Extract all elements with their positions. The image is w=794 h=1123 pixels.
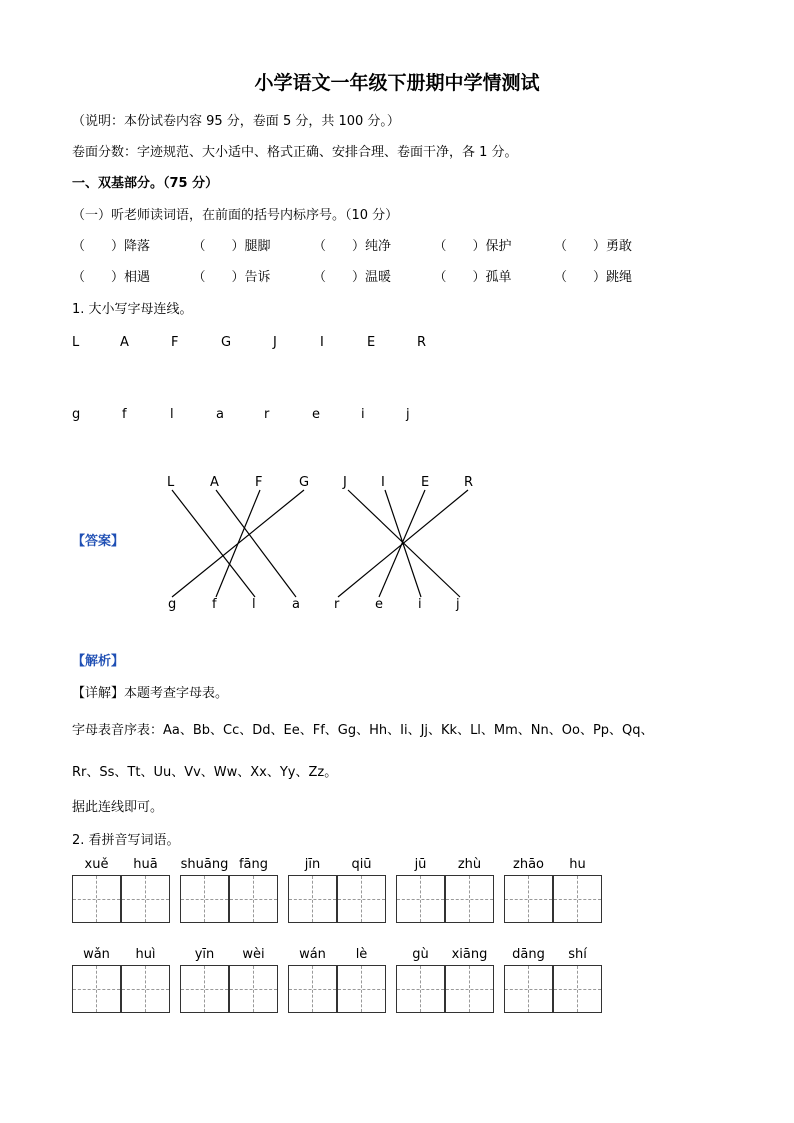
section-1-heading: 一、双基部分。（75 分）: [72, 176, 219, 191]
writing-box[interactable]: [504, 875, 553, 923]
answer-upper-letter: I: [381, 475, 385, 490]
lower-letter: f: [122, 407, 127, 422]
answer-upper-letter: E: [421, 475, 430, 490]
writing-box[interactable]: [229, 965, 278, 1013]
lower-letter: i: [361, 407, 365, 422]
pinyin-label: shí: [568, 947, 587, 962]
answer-lower-letter: f: [212, 597, 217, 612]
upper-letter: F: [171, 335, 179, 350]
pinyin-label: wèi: [242, 947, 265, 962]
lower-letter: e: [312, 407, 320, 422]
writing-box[interactable]: [337, 965, 386, 1013]
conclusion-text: 据此连线即可。: [72, 800, 164, 815]
upper-letter: A: [120, 335, 129, 350]
word-item: （ ）勇敢: [553, 239, 632, 254]
writing-box[interactable]: [445, 875, 494, 923]
word-item: （ ）降落: [72, 239, 151, 254]
writing-box[interactable]: [180, 965, 229, 1013]
pinyin-label: huì: [135, 947, 156, 962]
writing-box[interactable]: [396, 965, 445, 1013]
analysis-label: 【解析】: [72, 654, 125, 669]
writing-box[interactable]: [553, 965, 602, 1013]
upper-letter: J: [273, 335, 277, 350]
writing-box[interactable]: [337, 875, 386, 923]
word-item: （ ）告诉: [192, 270, 271, 285]
answer-upper-letter: A: [210, 475, 219, 490]
writing-box[interactable]: [504, 965, 553, 1013]
word-item: （ ）温暖: [312, 270, 391, 285]
match-line-R-r: [338, 490, 468, 597]
answer-lower-letter: l: [252, 597, 256, 612]
answer-upper-letter: L: [167, 475, 175, 490]
word-item: （ ）相遇: [72, 270, 151, 285]
alphabet-line-1: 字母表音序表：Aa、Bb、Cc、Dd、Ee、Ff、Gg、Hh、Ii、Jj、Kk、Ll、Mm、Nn、Oo、Pp、Qq、: [72, 723, 654, 738]
part-1-title: （一）听老师读词语，在前面的括号内标序号。（10 分）: [72, 208, 399, 223]
word-item: （ ）腿脚: [192, 239, 271, 254]
upper-letter: R: [417, 335, 427, 350]
lower-letter: j: [406, 407, 410, 422]
word-item: （ ）孤单: [433, 270, 512, 285]
writing-box[interactable]: [72, 875, 121, 923]
lower-letter: l: [170, 407, 174, 422]
writing-box[interactable]: [180, 875, 229, 923]
lower-letter: a: [216, 407, 224, 422]
writing-box[interactable]: [553, 875, 602, 923]
exam-note: （说明：本份试卷内容 95 分，卷面 5 分，共 100 分。）: [72, 114, 400, 129]
pinyin-label: yīn: [194, 947, 215, 962]
match-line-L-l: [172, 490, 255, 597]
upper-letter: L: [72, 335, 80, 350]
upper-letter: I: [320, 335, 324, 350]
writing-box[interactable]: [229, 875, 278, 923]
question-1-title: 1. 大小写字母连线。: [72, 302, 193, 317]
pinyin-label: xiāng: [451, 947, 488, 962]
answer-upper-letter: R: [464, 475, 474, 490]
answer-upper-letter: G: [299, 475, 310, 490]
pinyin-label: zhāo: [513, 857, 544, 872]
match-line-J-j: [348, 490, 460, 597]
question-2-title: 2. 看拼音写词语。: [72, 833, 180, 848]
detail-text: 【详解】本题考查字母表。: [72, 686, 229, 701]
answer-lower-letter: j: [456, 597, 460, 612]
answer-lower-letter: r: [334, 597, 340, 612]
writing-box[interactable]: [72, 965, 121, 1013]
writing-box[interactable]: [121, 965, 170, 1013]
answer-upper-letter: J: [343, 475, 347, 490]
pinyin-label: fāng: [238, 857, 269, 872]
writing-box[interactable]: [288, 965, 337, 1013]
word-item: （ ）纯净: [312, 239, 391, 254]
writing-box[interactable]: [396, 875, 445, 923]
word-item: （ ）跳绳: [553, 270, 632, 285]
writing-box[interactable]: [288, 875, 337, 923]
pinyin-label: xuě: [84, 857, 109, 872]
pinyin-label: qiū: [351, 857, 372, 872]
pinyin-label: wán: [299, 947, 326, 962]
pinyin-label: lè: [355, 947, 368, 962]
lower-letter: r: [264, 407, 270, 422]
lower-letter: g: [72, 407, 81, 422]
alphabet-line-2: Rr、Ss、Tt、Uu、Vv、Ww、Xx、Yy、Zz。: [72, 765, 338, 780]
answer-lower-letter: a: [292, 597, 300, 612]
answer-lower-letter: g: [168, 597, 177, 612]
upper-letter: G: [221, 335, 232, 350]
pinyin-label: shuāng: [180, 857, 229, 872]
word-item: （ ）保护: [433, 239, 512, 254]
answer-lower-letter: i: [418, 597, 422, 612]
pinyin-label: zhù: [457, 857, 482, 872]
appearance-score: 卷面分数：字迹规范、大小适中、格式正确、安排合理、卷面干净，各 1 分。: [72, 145, 518, 160]
pinyin-label: gù: [412, 947, 429, 962]
pinyin-label: jū: [414, 857, 427, 872]
writing-box[interactable]: [121, 875, 170, 923]
answer-upper-letter: F: [255, 475, 263, 490]
pinyin-label: wǎn: [83, 947, 110, 962]
writing-box[interactable]: [445, 965, 494, 1013]
upper-letter: E: [367, 335, 376, 350]
pinyin-label: huā: [133, 857, 158, 872]
pinyin-label: hu: [569, 857, 586, 872]
match-line-E-e: [379, 490, 425, 597]
answer-lower-letter: e: [375, 597, 383, 612]
answer-label: 【答案】: [72, 534, 125, 549]
pinyin-label: dāng: [512, 947, 545, 962]
pinyin-label: jīn: [304, 857, 321, 872]
page-title: 小学语文一年级下册期中学情测试: [254, 72, 540, 94]
